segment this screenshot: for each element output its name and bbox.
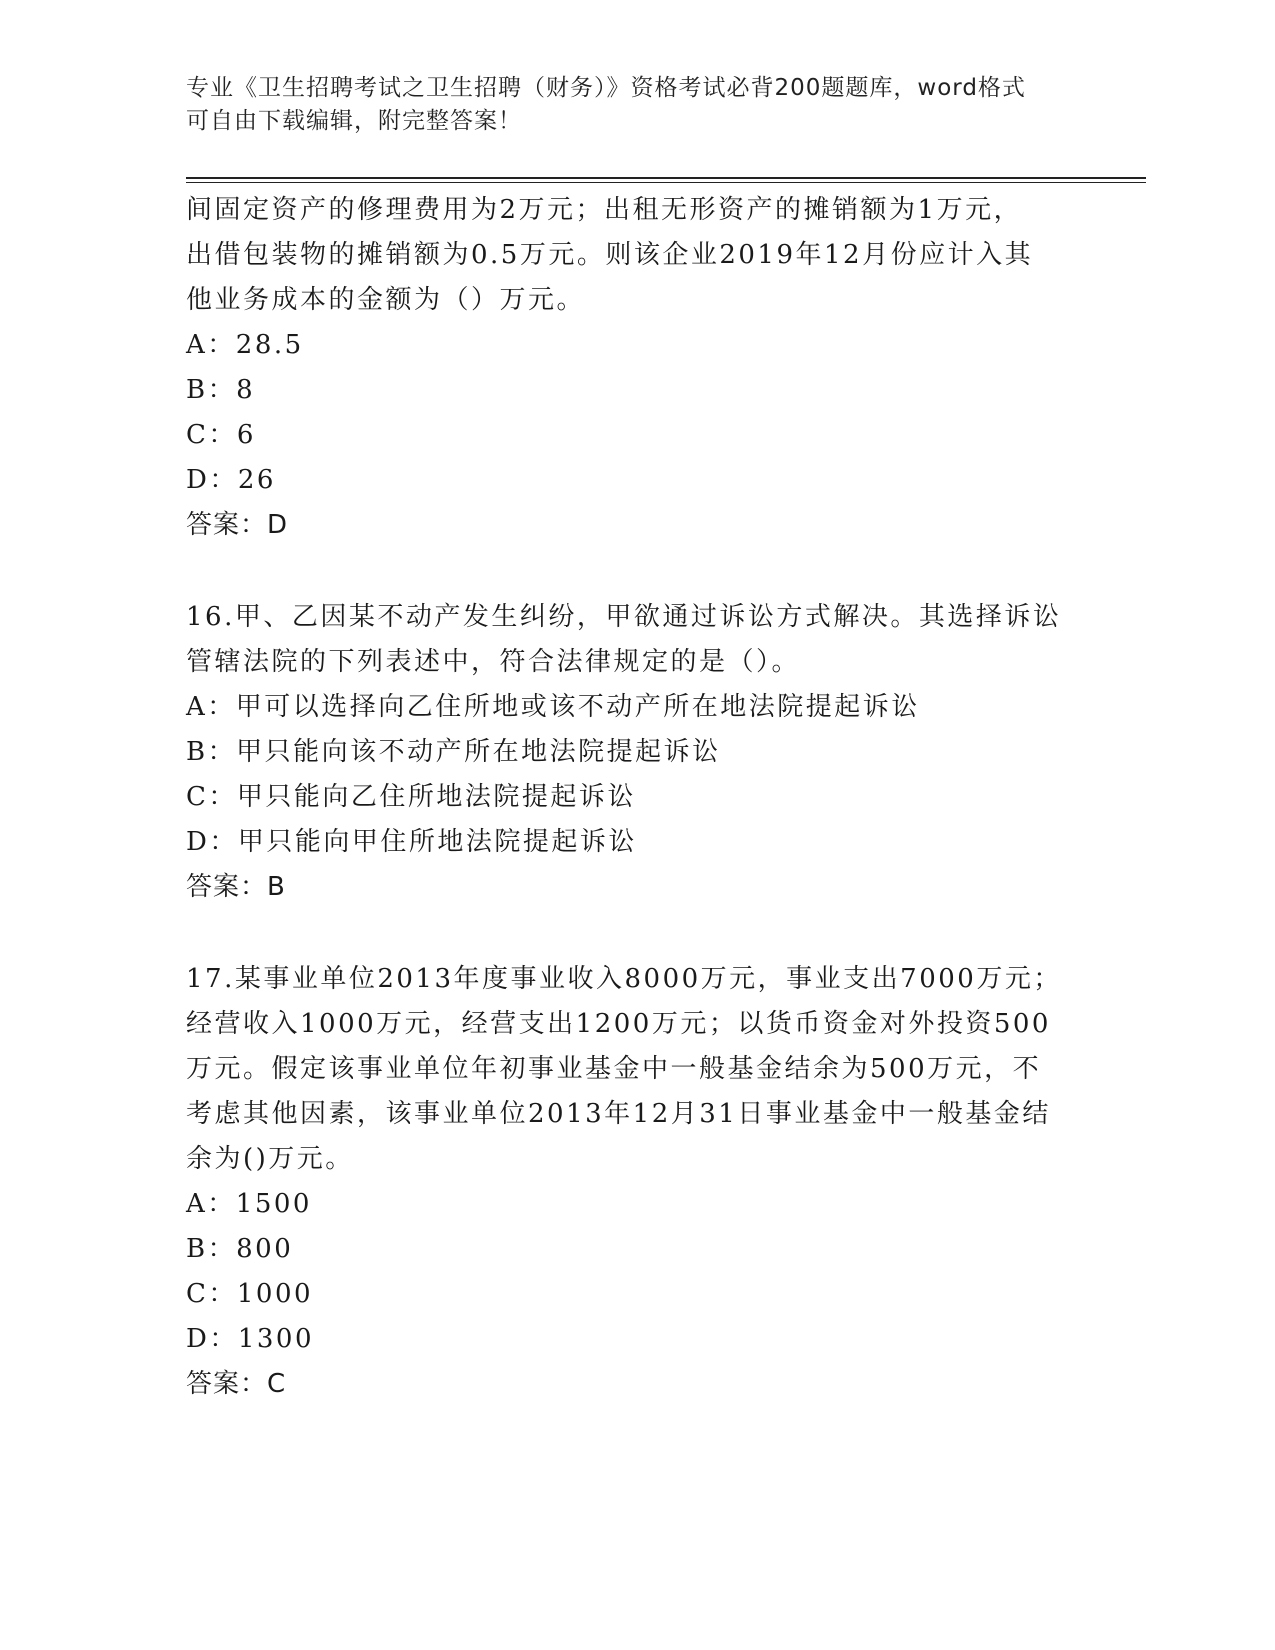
- answer-label: 答案：D: [186, 510, 289, 540]
- question-15: [186, 188, 1066, 548]
- header-divider-thin: [186, 182, 1146, 183]
- question-list: [186, 188, 1066, 1407]
- header-line-1: 专业《卫生招聘考试之卫生招聘（财务）》资格考试必背200题题库，word格式: [186, 75, 1026, 101]
- option-d: D：26: [186, 465, 276, 495]
- option-d: D：1300: [186, 1324, 315, 1354]
- question-text-line: 16.甲、乙因某不动产发生纠纷，甲欲通过诉讼方式解决。其选择诉讼: [186, 602, 1062, 632]
- spacer: [186, 548, 1066, 595]
- question-text-line: 考虑其他因素，该事业单位2013年12月31日事业基金中一般基金结: [186, 1099, 1051, 1129]
- option-b: B：甲只能向该不动产所在地法院提起诉讼: [186, 737, 721, 767]
- question-text-line: 万元。假定该事业单位年初事业基金中一般基金结余为500万元，不: [186, 1054, 1042, 1084]
- option-c: C：6: [186, 420, 256, 450]
- option-c: C：1000: [186, 1279, 314, 1309]
- option-d: D：甲只能向甲住所地法院提起诉讼: [186, 827, 637, 857]
- answer-label: 答案：C: [186, 1369, 287, 1399]
- question-text-line: 经营收入1000万元，经营支出1200万元；以货币资金对外投资500: [186, 1009, 1051, 1039]
- question-17: [186, 957, 1066, 1407]
- question-text-line: 余为()万元。: [186, 1144, 354, 1174]
- option-a: A：1500: [186, 1189, 312, 1219]
- option-a: A：甲可以选择向乙住所地或该不动产所在地法院提起诉讼: [186, 692, 920, 722]
- header-line-2: 可自由下载编辑，附完整答案！: [186, 108, 522, 134]
- answer-label: 答案：B: [186, 872, 286, 902]
- option-b: B：8: [186, 375, 256, 405]
- question-text-line: 间固定资产的修理费用为2万元；出租无形资产的摊销额为1万元，: [186, 195, 1023, 225]
- document-header: [186, 72, 1066, 138]
- question-text-line: 他业务成本的金额为（）万元。: [186, 285, 586, 315]
- option-b: B：800: [186, 1234, 294, 1264]
- option-c: C：甲只能向乙住所地法院提起诉讼: [186, 782, 636, 812]
- question-text-line: 出借包装物的摊销额为0.5万元。则该企业2019年12月份应计入其: [186, 240, 1034, 270]
- option-a: A：28.5: [186, 330, 304, 360]
- question-text-line: 管辖法院的下列表述中，符合法律规定的是（）。: [186, 647, 801, 677]
- question-16: [186, 595, 1066, 910]
- spacer: [186, 910, 1066, 957]
- question-text-line: 17.某事业单位2013年度事业收入8000万元，事业支出7000万元；: [186, 964, 1062, 994]
- header-divider-thick: [186, 177, 1146, 179]
